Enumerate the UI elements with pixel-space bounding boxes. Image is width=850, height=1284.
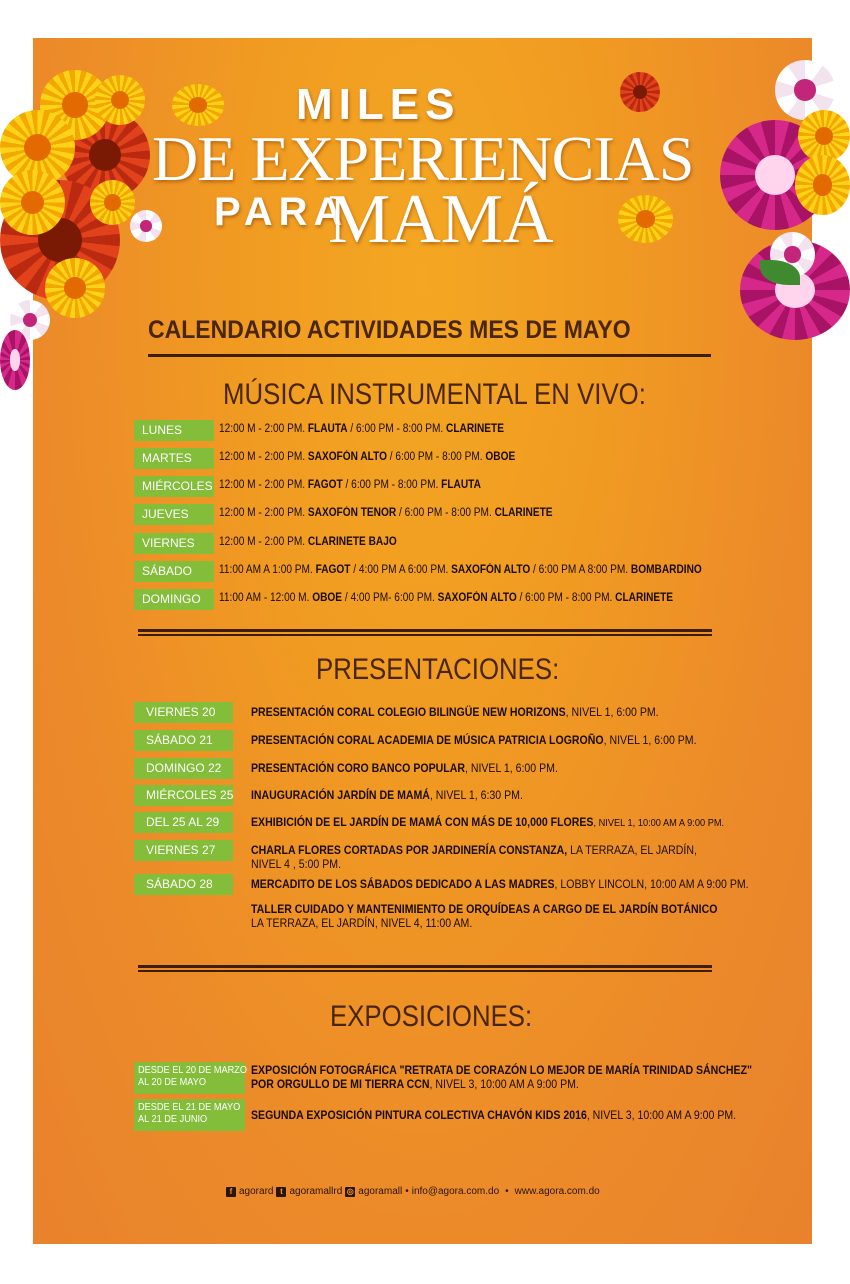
title-de-experiencias: DE EXPERIENCIAS <box>152 123 694 194</box>
date-tag: DOMINGO 22 <box>134 758 233 779</box>
section-title-musica: MÚSICA INSTRUMENTAL EN VIVO: <box>223 378 646 411</box>
event-line: TALLER CUIDADO Y MANTENIMIENTO DE ORQUÍDEAS A CARGO DE EL JARDÍN BOTÁNICO LA TERRAZA, EL JARDÍN, NIVEL 4, 11:00 AM. <box>251 902 718 930</box>
email-link[interactable]: info@agora.com.do <box>411 1186 500 1197</box>
schedule-line: 11:00 AM - 12:00 M. OBOE / 4:00 PM- 6:00 PM. SAXOFÓN ALTO / 6:00 PM - 8:00 PM. CLARINETE <box>219 592 674 604</box>
event-line: CHARLA FLORES CORTADAS POR JARDINERÍA CONSTANZA, LA TERRAZA, EL JARDÍN, NIVEL 4 , 5:00 PM. <box>251 843 697 871</box>
exhibit-line: SEGUNDA EXPOSICIÓN PINTURA COLECTIVA CHAVÓN KIDS 2016, NIVEL 3, 10:00 AM A 9:00 PM. <box>251 1108 737 1122</box>
schedule-line: 12:00 M - 2:00 PM. SAXOFÓN TENOR / 6:00 PM - 8:00 PM. CLARINETE <box>219 507 553 519</box>
calendar-title: CALENDARIO ACTIVIDADES MES DE MAYO <box>148 316 631 344</box>
website-link[interactable]: www.agora.com.do <box>514 1186 600 1197</box>
event-line: PRESENTACIÓN CORAL ACADEMIA DE MÚSICA PATRICIA LOGROÑO, NIVEL 1, 6:00 PM. <box>251 733 697 747</box>
divider <box>138 629 712 636</box>
instagram-handle[interactable]: agoramall <box>358 1186 403 1197</box>
instagram-icon: ◎ <box>346 1186 354 1196</box>
separator: • <box>405 1186 409 1197</box>
title-miles: MILES <box>296 80 461 129</box>
date-tag: VIERNES 20 <box>134 702 233 723</box>
event-line: PRESENTACIÓN CORAL COLEGIO BILINGÜE NEW HORIZONS, NIVEL 1, 6:00 PM. <box>251 705 659 719</box>
day-tag: VIERNES <box>134 533 214 554</box>
schedule-line: 12:00 M - 2:00 PM. FAGOT / 6:00 PM - 8:00 PM. FLAUTA <box>219 479 481 491</box>
facebook-icon: f <box>226 1187 236 1197</box>
schedule-line: 11:00 AM A 1:00 PM. FAGOT / 4:00 PM A 6:00 PM. SAXOFÓN ALTO / 6:00 PM A 8:00 PM. BOMBARDINO <box>219 564 702 576</box>
day-tag: MARTES <box>134 448 214 469</box>
date-tag: MIÉRCOLES 25 <box>134 785 233 806</box>
day-tag: SÁBADO <box>134 561 214 582</box>
footer-contacts <box>226 1186 600 1197</box>
date-tag: SÁBADO 21 <box>134 730 233 751</box>
twitter-handle[interactable]: agoramallrd <box>289 1186 343 1197</box>
date-tag: SÁBADO 28 <box>134 874 233 895</box>
schedule-line: 12:00 M - 2:00 PM. FLAUTA / 6:00 PM - 8:00 PM. CLARINETE <box>219 423 504 435</box>
date-tag: VIERNES 27 <box>134 840 233 861</box>
title-para: PARA <box>214 190 349 234</box>
facebook-handle[interactable]: agorard <box>239 1186 274 1197</box>
event-line: EXHIBICIÓN DE EL JARDÍN DE MAMÁ CON MÁS DE 10,000 FLORES, NIVEL 1, 10:00 AM A 9:00 PM. <box>251 815 725 829</box>
exhibit-line: EXPOSICIÓN FOTOGRÁFICA "RETRATA DE CORAZÓN LO MEJOR DE MARÍA TRINIDAD SÁNCHEZ" POR ORGULLO DE MI TIERRA CCN, NIVEL 3, 10:00 AM A 9:00 PM. <box>251 1063 753 1091</box>
schedule-line: 12:00 M - 2:00 PM. CLARINETE BAJO <box>219 536 397 548</box>
event-line: INAUGURACIÓN JARDÍN DE MAMÁ, NIVEL 1, 6:30 PM. <box>251 788 523 802</box>
day-tag: MIÉRCOLES <box>134 476 214 497</box>
date-range-tag: DESDE EL 20 DE MARZO AL 20 DE MAYO <box>134 1062 245 1094</box>
section-title-presentaciones: PRESENTACIONES: <box>316 653 560 686</box>
title-mama: MAMÁ <box>328 181 554 258</box>
day-tag: JUEVES <box>134 504 214 525</box>
event-line: MERCADITO DE LOS SÁBADOS DEDICADO A LAS MADRES, LOBBY LINCOLN, 10:00 AM A 9:00 PM. <box>251 877 749 891</box>
date-range-tag: DESDE EL 21 DE MAYO AL 21 DE JUNIO <box>134 1099 245 1131</box>
twitter-icon: t <box>276 1187 286 1197</box>
day-tag: DOMINGO <box>134 589 214 610</box>
event-line: PRESENTACIÓN CORO BANCO POPULAR, NIVEL 1, 6:00 PM. <box>251 761 558 775</box>
separator: • <box>505 1186 509 1197</box>
divider <box>148 354 711 357</box>
schedule-line: 12:00 M - 2:00 PM. SAXOFÓN ALTO / 6:00 PM - 8:00 PM. OBOE <box>219 451 516 463</box>
day-tag: LUNES <box>134 420 214 441</box>
date-tag: DEL 25 AL 29 <box>134 812 233 833</box>
divider <box>138 965 712 972</box>
section-title-exposiciones: EXPOSICIONES: <box>330 1000 533 1033</box>
